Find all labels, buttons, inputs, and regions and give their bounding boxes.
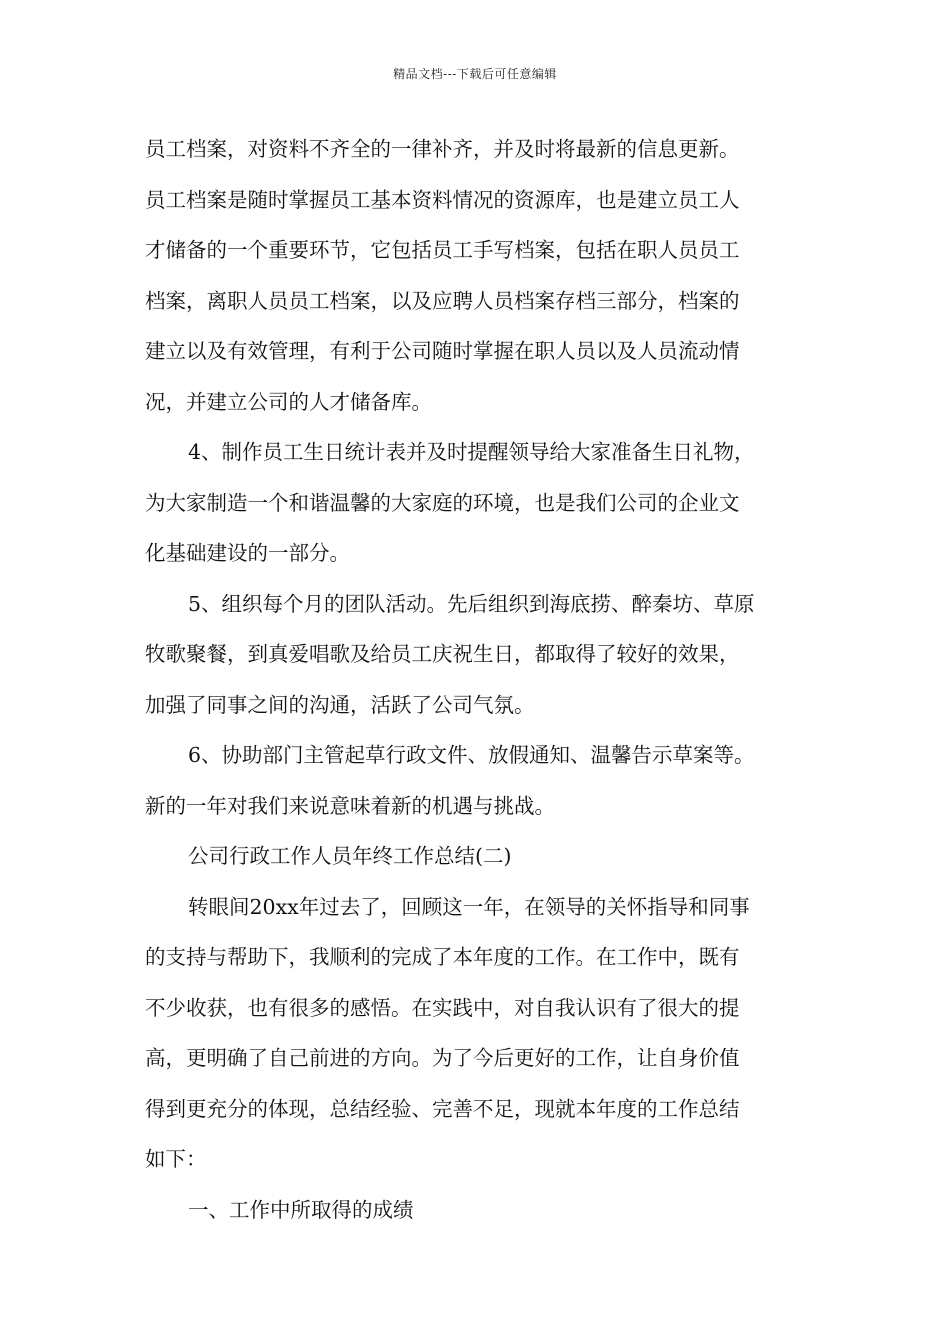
text-line: 员工档案是随时掌握员工基本资料情况的资源库，也是建立员工人 xyxy=(145,187,740,212)
text-line: 的支持与帮助下，我顺利的完成了本年度的工作。在工作中，既有 xyxy=(145,945,740,969)
page-header: 精品文档---下载后可任意编辑 xyxy=(393,67,557,81)
text-line: 6、协助部门主管起草行政文件、放假通知、温馨告示草案等。 xyxy=(188,743,755,767)
text-line: 新的一年对我们来说意味着新的机遇与挑战。 xyxy=(145,793,555,818)
text-line: 员工档案，对资料不齐全的一律补齐，并及时将最新的信息更新。 xyxy=(145,137,740,161)
text-line: 况，并建立公司的人才储备库。 xyxy=(145,389,432,414)
text-line: 一、工作中所取得的成绩 xyxy=(188,1197,414,1222)
document-body xyxy=(145,124,815,1235)
text-line: 档案，离职人员员工档案，以及应聘人员档案存档三部分，档案的 xyxy=(145,288,740,313)
text-line: 牧歌聚餐，到真爱唱歌及给员工庆祝生日，都取得了较好的效果， xyxy=(145,642,740,666)
text-line: 4、制作员工生日统计表并及时提醒领导给大家准备生日礼物， xyxy=(188,440,755,464)
text-line: 得到更充分的体现，总结经验、完善不足，现就本年度的工作总结 xyxy=(145,1096,740,1121)
text-line: 化基础建设的一部分。 xyxy=(145,541,350,565)
text-line: 5、组织每个月的团队活动。先后组织到海底捞、醉秦坊、草原 xyxy=(188,591,755,616)
text-line: 高，更明确了自己前进的方向。为了今后更好的工作，让自身价值 xyxy=(145,1046,740,1070)
text-line: 才储备的一个重要环节，它包括员工手写档案，包括在职人员员工 xyxy=(145,238,740,262)
text-line: 加强了同事之间的沟通，活跃了公司气氛。 xyxy=(145,692,535,717)
text-line: 公司行政工作人员年终工作总结(二) xyxy=(188,844,512,868)
text-line: 转眼间20xx年过去了，回顾这一年，在领导的关怀指导和同事 xyxy=(188,894,750,919)
text-line: 不少收获，也有很多的感悟。在实践中，对自我认识有了很大的提 xyxy=(145,995,740,1020)
text-line: 如下： xyxy=(145,1147,207,1171)
text-line: 建立以及有效管理，有利于公司随时掌握在职人员以及人员流动情 xyxy=(145,339,740,363)
text-line: 为大家制造一个和谐温馨的大家庭的环境，也是我们公司的企业文 xyxy=(145,490,740,515)
